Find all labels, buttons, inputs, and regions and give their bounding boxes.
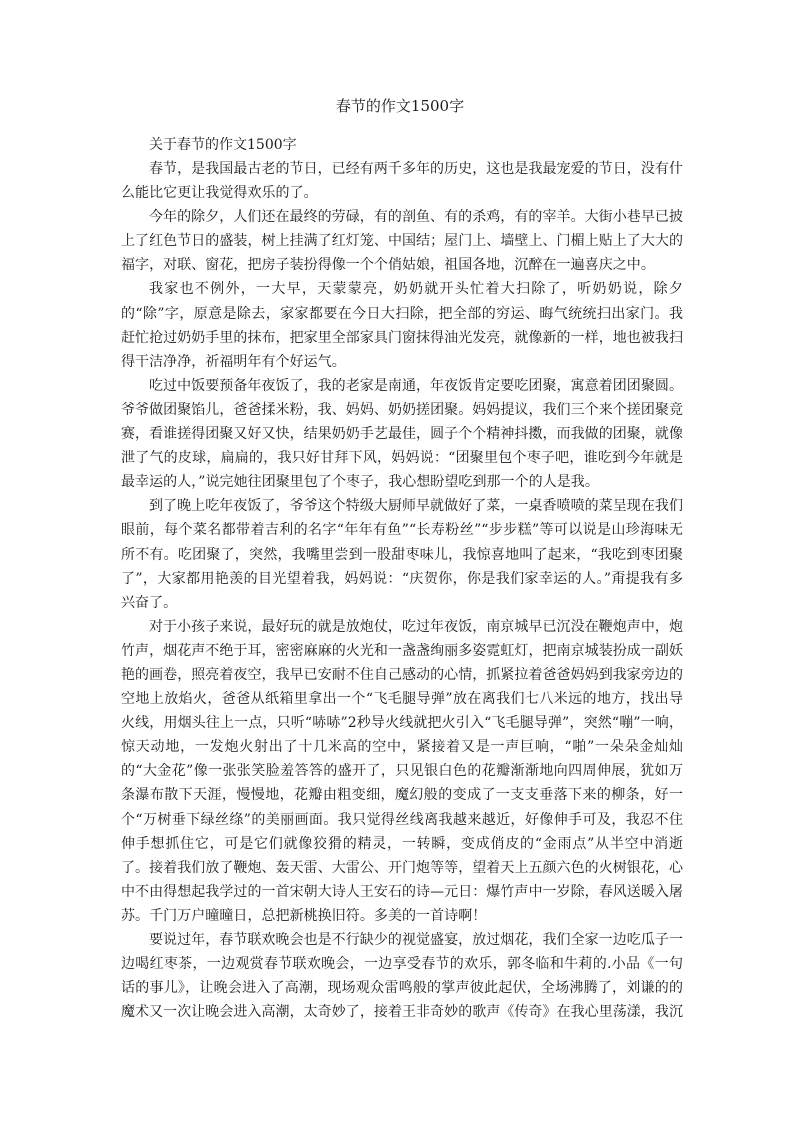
document-subtitle: 关于春节的作文1500字 [149, 137, 297, 153]
document-title: 春节的作文1500字 [335, 97, 465, 115]
paragraph-7: 要说过年，春节联欢晚会也是不行缺少的视觉盛宴，放过烟花，我们全家一边吃瓜子一边喝红枣茶，一边观赏春节联欢晚会，一边享受春节的欢乐，郭冬临和牛莉的.小品《一句话的事儿》，让晚会进入了高潮，现场观众雷鸣般的掌声彼此起伏，全场沸腾了，刘谦的的魔术又一次让晚会进入高潮，太奇妙了，接着王非奇妙的歌声《传奇》在我心里荡漾，我沉 [121, 932, 683, 1021]
paragraph-5: 到了晚上吃年夜饭了，爷爷这个特级大厨师早就做好了菜，一桌香喷喷的菜呈现在我们眼前，每个菜名都带着吉利的名字“年年有鱼”“长寿粉丝”“步步糕”等可以说是山珍海味无所不有。吃团聚了，突然，我嘴里尝到一股甜枣味儿，我惊喜地叫了起来，“我吃到枣团聚了”，大家都用艳羡的目光望着我，妈妈说：“庆贺你，你是我们家幸运的人。”甭提我有多兴奋了。 [121, 498, 683, 611]
paragraph-6: 对于小孩子来说，最好玩的就是放炮仗，吃过年夜饭，南京城早已沉没在鞭炮声中，炮竹声，烟花声不绝于耳，密密麻麻的火光和一盏盏绚丽多姿霓虹灯，把南京城装扮成一副妖艳的画卷，照亮着夜空，我早已安耐不住自己感动的心情，抓紧拉着爸爸妈妈到我家旁边的空地上放焰火，爸爸从纸箱里拿出一个“飞毛腿导弹”放在离我们七八米远的地方，找出导火线，用烟头往上一点，只听“哧哧”2秒导火线就把火引入“飞毛腿导弹”，突然“嘣”一响，惊天动地，一发炮火射出了十几米高的空中，紧接着又是一声巨响，“啪”一朵朵金灿灿的“大金花”像一张张笑脸羞答答的盛开了，只见银白色的花瓣渐渐地向四周伸展，犹如万条瀑布散下天涯，慢慢地，花瓣由粗变细，魔幻般的变成了一支支垂落下来的柳条，好一个“万树垂下绿丝绦”的美丽画面。我只觉得丝线离我越来越近，好像伸手可及，我忍不住伸手想抓住它，可是它们就像狡猾的精灵，一转瞬，变成俏皮的“金雨点”从半空中消逝了。接着我们放了鞭炮、轰天雷、大雷公、开门炮等等，望着天上五颜六色的火树银花，心中不由得想起我学过的一首宋朝大诗人王安石的诗—元日：爆竹声中一岁除，春风送暖入屠苏。千门万户曈曈日，总把新桃换旧符。多美的一首诗啊！ [121, 618, 683, 924]
paragraph-4: 吃过中饭要预备年夜饭了，我的老家是南通，年夜饭肯定要吃团聚，寓意着团团聚圆。爷爷做团聚馅儿，爸爸揉米粉，我、妈妈、奶奶搓团聚。妈妈提议，我们三个来个搓团聚竞赛，看谁搓得团聚又好又快，结果奶奶手艺最佳，圆子个个精神抖擞，而我做的团聚，就像泄了气的皮球，扁扁的，我只好甘拜下风，妈妈说：“团聚里包个枣子吧，谁吃到今年就是最幸运的人，”说完她往团聚里包了个枣子，我心想盼望吃到那一个的人是我。 [121, 377, 683, 491]
paragraph-2: 今年的除夕，人们还在最终的劳碌，有的剖鱼、有的杀鸡，有的宰羊。大街小巷早已披上了红色节日的盛装，树上挂满了红灯笼、中国结；屋门上、墙壁上、门楣上贴上了大大的福字，对联、窗花，把房子装扮得像一个个俏姑娘，祖国各地，沉醉在一遍喜庆之中。 [121, 209, 683, 274]
paragraph-3: 我家也不例外，一大早，天蒙蒙亮，奶奶就开头忙着大扫除了，听奶奶说，除夕的“除”字，原意是除去，家家都要在今日大扫除，把全部的穷运、晦气统统扫出家门。我赶忙抢过奶奶手里的抹布，把家里全部家具门窗抹得油光发亮，就像新的一样，地也被我扫得干洁净净，祈福明年有个好运气。 [121, 281, 683, 370]
paragraph-1: 春节，是我国最古老的节日，已经有两千多年的历史，这也是我最宠爱的节日，没有什么能比它更让我觉得欢乐的了。 [121, 161, 683, 202]
document-body [121, 133, 683, 1024]
